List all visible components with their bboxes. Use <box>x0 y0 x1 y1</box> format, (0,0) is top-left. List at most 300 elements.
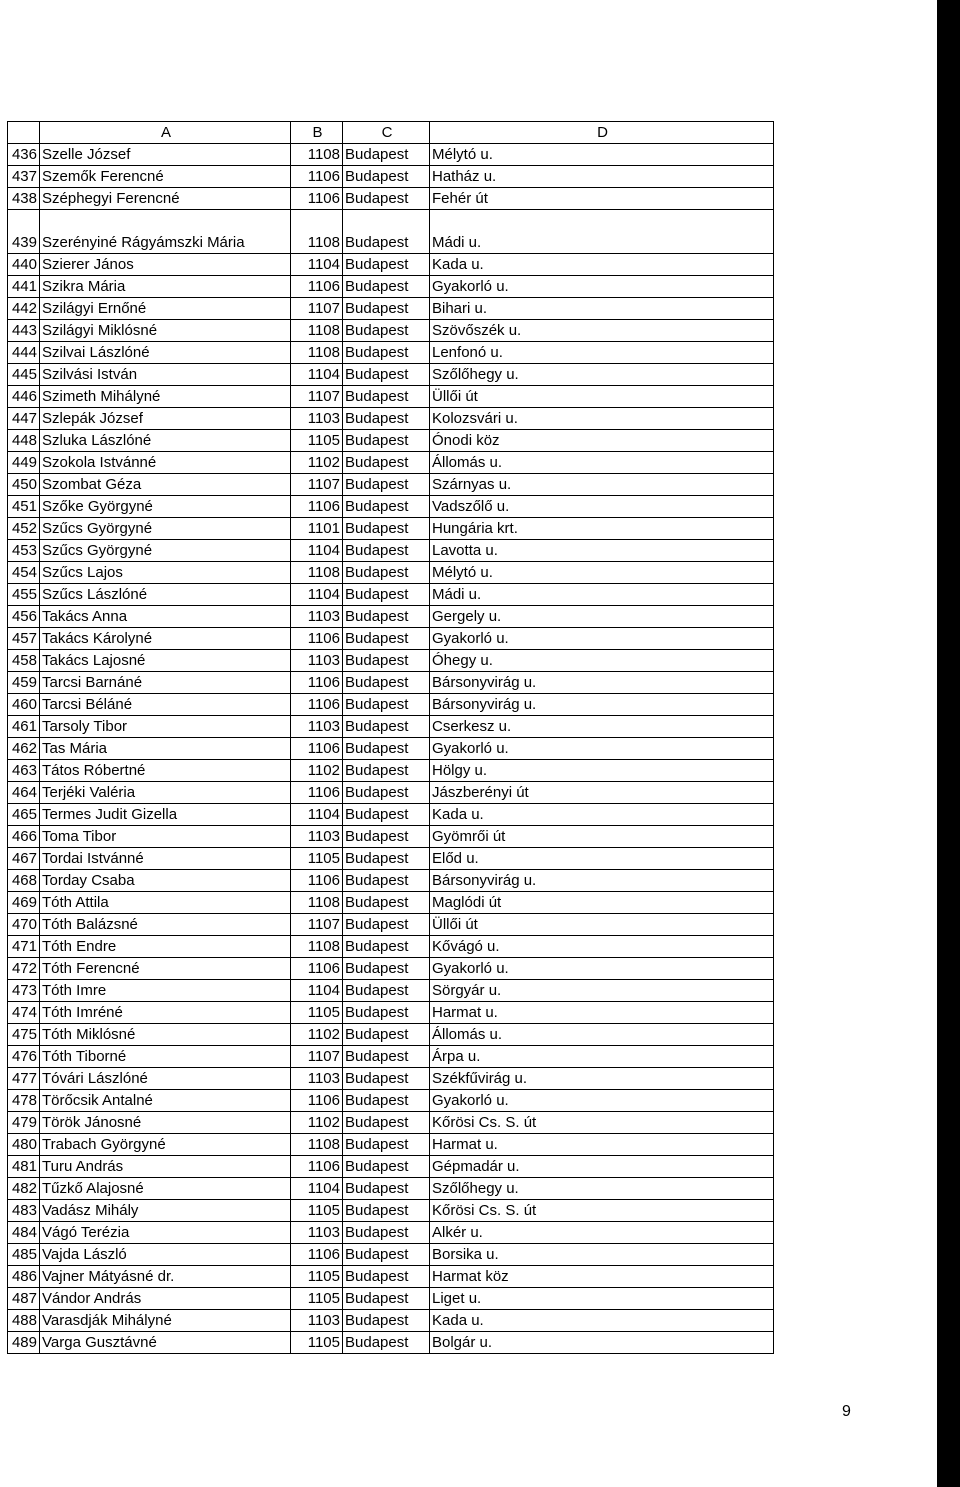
postal-code-cell: 1103 <box>291 1222 343 1244</box>
street-cell: Cserkesz u. <box>430 716 774 738</box>
city-cell: Budapest <box>343 892 430 914</box>
name-cell: Szilágyi Miklósné <box>40 320 291 342</box>
row-number: 455 <box>8 584 40 606</box>
row-number: 475 <box>8 1024 40 1046</box>
name-cell: Varasdják Mihályné <box>40 1310 291 1332</box>
column-header-d: D <box>430 122 774 144</box>
postal-code-cell: 1108 <box>291 1134 343 1156</box>
name-cell: Tóth Balázsné <box>40 914 291 936</box>
city-cell: Budapest <box>343 166 430 188</box>
postal-code-cell: 1107 <box>291 914 343 936</box>
postal-code-cell: 1104 <box>291 364 343 386</box>
name-cell: Terjéki Valéria <box>40 782 291 804</box>
name-cell: Szokola Istvánné <box>40 452 291 474</box>
postal-code-cell: 1104 <box>291 584 343 606</box>
row-number: 460 <box>8 694 40 716</box>
row-number: 464 <box>8 782 40 804</box>
row-number: 441 <box>8 276 40 298</box>
row-number: 474 <box>8 1002 40 1024</box>
table-row <box>8 782 774 804</box>
name-cell: Szelle József <box>40 144 291 166</box>
name-cell: Szőke Györgyné <box>40 496 291 518</box>
row-number: 445 <box>8 364 40 386</box>
city-cell: Budapest <box>343 694 430 716</box>
street-cell: Mélytó u. <box>430 144 774 166</box>
table-row <box>8 1332 774 1354</box>
city-cell: Budapest <box>343 1156 430 1178</box>
street-cell: Jászberényi út <box>430 782 774 804</box>
name-cell: Trabach Györgyné <box>40 1134 291 1156</box>
name-cell: Tűzkő Alajosné <box>40 1178 291 1200</box>
table-row <box>8 980 774 1002</box>
row-number: 476 <box>8 1046 40 1068</box>
postal-code-cell: 1106 <box>291 958 343 980</box>
postal-code-cell: 1103 <box>291 716 343 738</box>
street-cell: Előd u. <box>430 848 774 870</box>
name-cell: Turu András <box>40 1156 291 1178</box>
postal-code-cell: 1101 <box>291 518 343 540</box>
table-row <box>8 1024 774 1046</box>
postal-code-cell: 1106 <box>291 628 343 650</box>
table-row <box>8 694 774 716</box>
row-number: 481 <box>8 1156 40 1178</box>
name-cell: Takács Lajosné <box>40 650 291 672</box>
city-cell: Budapest <box>343 320 430 342</box>
name-cell: Tas Mária <box>40 738 291 760</box>
name-cell: Szimeth Mihályné <box>40 386 291 408</box>
name-cell: Szluka Lászlóné <box>40 430 291 452</box>
city-cell: Budapest <box>343 518 430 540</box>
table-row <box>8 562 774 584</box>
postal-code-cell: 1107 <box>291 474 343 496</box>
column-header-corner <box>8 122 40 144</box>
name-cell: Tarsoly Tibor <box>40 716 291 738</box>
city-cell: Budapest <box>343 276 430 298</box>
table-row <box>8 188 774 210</box>
city-cell: Budapest <box>343 1332 430 1354</box>
table-row <box>8 540 774 562</box>
row-number: 480 <box>8 1134 40 1156</box>
city-cell: Budapest <box>343 672 430 694</box>
street-cell: Szőlőhegy u. <box>430 364 774 386</box>
name-cell: Tóth Imréné <box>40 1002 291 1024</box>
table-body <box>8 144 774 1354</box>
postal-code-cell: 1102 <box>291 452 343 474</box>
street-cell: Szárnyas u. <box>430 474 774 496</box>
table-row <box>8 452 774 474</box>
postal-code-cell: 1106 <box>291 694 343 716</box>
table-row <box>8 738 774 760</box>
street-cell: Kővágó u. <box>430 936 774 958</box>
table-row <box>8 430 774 452</box>
row-number: 446 <box>8 386 40 408</box>
name-cell: Vágó Terézia <box>40 1222 291 1244</box>
column-header-c: C <box>343 122 430 144</box>
street-cell: Gyakorló u. <box>430 738 774 760</box>
row-number: 468 <box>8 870 40 892</box>
city-cell: Budapest <box>343 826 430 848</box>
postal-code-cell: 1108 <box>291 342 343 364</box>
street-cell: Hungária krt. <box>430 518 774 540</box>
row-number: 473 <box>8 980 40 1002</box>
name-cell: Tordai Istvánné <box>40 848 291 870</box>
city-cell: Budapest <box>343 386 430 408</box>
table-row <box>8 1288 774 1310</box>
name-cell: Vajda László <box>40 1244 291 1266</box>
table-row <box>8 386 774 408</box>
street-cell: Bársonyvirág u. <box>430 870 774 892</box>
postal-code-cell: 1105 <box>291 1332 343 1354</box>
city-cell: Budapest <box>343 848 430 870</box>
name-cell: Szűcs Lászlóné <box>40 584 291 606</box>
city-cell: Budapest <box>343 1068 430 1090</box>
table-row <box>8 628 774 650</box>
table-row <box>8 408 774 430</box>
table-row <box>8 870 774 892</box>
name-cell: Szerényiné Rágyámszki Mária <box>40 210 291 254</box>
name-cell: Tóth Miklósné <box>40 1024 291 1046</box>
row-number: 472 <box>8 958 40 980</box>
name-cell: Szűcs Györgyné <box>40 518 291 540</box>
street-cell: Bihari u. <box>430 298 774 320</box>
street-cell: Kada u. <box>430 254 774 276</box>
city-cell: Budapest <box>343 804 430 826</box>
postal-code-cell: 1106 <box>291 188 343 210</box>
city-cell: Budapest <box>343 540 430 562</box>
postal-code-cell: 1102 <box>291 1112 343 1134</box>
table-row <box>8 760 774 782</box>
street-cell: Mádi u. <box>430 584 774 606</box>
name-cell: Vajner Mátyásné dr. <box>40 1266 291 1288</box>
column-header-b: B <box>291 122 343 144</box>
city-cell: Budapest <box>343 408 430 430</box>
table-row <box>8 298 774 320</box>
name-cell: Szűcs Györgyné <box>40 540 291 562</box>
name-cell: Takács Károlyné <box>40 628 291 650</box>
table-row <box>8 1178 774 1200</box>
row-number: 488 <box>8 1310 40 1332</box>
row-number: 477 <box>8 1068 40 1090</box>
row-number: 450 <box>8 474 40 496</box>
street-cell: Lavotta u. <box>430 540 774 562</box>
row-number: 448 <box>8 430 40 452</box>
street-cell: Állomás u. <box>430 452 774 474</box>
postal-code-cell: 1105 <box>291 848 343 870</box>
row-number: 483 <box>8 1200 40 1222</box>
city-cell: Budapest <box>343 1134 430 1156</box>
postal-code-cell: 1105 <box>291 1266 343 1288</box>
street-cell: Kőrösi Cs. S. út <box>430 1112 774 1134</box>
row-number: 465 <box>8 804 40 826</box>
city-cell: Budapest <box>343 144 430 166</box>
table-row <box>8 1222 774 1244</box>
table-row <box>8 936 774 958</box>
row-number: 449 <box>8 452 40 474</box>
table-row <box>8 1134 774 1156</box>
table-row <box>8 672 774 694</box>
postal-code-cell: 1106 <box>291 782 343 804</box>
row-number: 463 <box>8 760 40 782</box>
name-cell: Szikra Mária <box>40 276 291 298</box>
postal-code-cell: 1108 <box>291 892 343 914</box>
postal-code-cell: 1106 <box>291 1244 343 1266</box>
name-cell: Vadász Mihály <box>40 1200 291 1222</box>
street-cell: Mádi u. <box>430 210 774 254</box>
postal-code-cell: 1104 <box>291 254 343 276</box>
street-cell: Borsika u. <box>430 1244 774 1266</box>
postal-code-cell: 1104 <box>291 804 343 826</box>
postal-code-cell: 1105 <box>291 1288 343 1310</box>
column-header-a: A <box>40 122 291 144</box>
street-cell: Maglódi út <box>430 892 774 914</box>
street-cell: Bársonyvirág u. <box>430 694 774 716</box>
postal-code-cell: 1103 <box>291 408 343 430</box>
table-row <box>8 848 774 870</box>
street-cell: Lenfonó u. <box>430 342 774 364</box>
street-cell: Harmat u. <box>430 1134 774 1156</box>
street-cell: Gyakorló u. <box>430 1090 774 1112</box>
street-cell: Gyömrői út <box>430 826 774 848</box>
postal-code-cell: 1106 <box>291 1090 343 1112</box>
table-row <box>8 342 774 364</box>
name-cell: Tarcsi Barnáné <box>40 672 291 694</box>
page-number: 9 <box>842 1403 851 1420</box>
row-number: 438 <box>8 188 40 210</box>
name-cell: Szemők Ferencné <box>40 166 291 188</box>
street-cell: Szövőszék u. <box>430 320 774 342</box>
city-cell: Budapest <box>343 584 430 606</box>
row-number: 459 <box>8 672 40 694</box>
street-cell: Gyakorló u. <box>430 276 774 298</box>
postal-code-cell: 1108 <box>291 320 343 342</box>
city-cell: Budapest <box>343 760 430 782</box>
city-cell: Budapest <box>343 1310 430 1332</box>
table-row <box>8 1310 774 1332</box>
postal-code-cell: 1104 <box>291 540 343 562</box>
city-cell: Budapest <box>343 628 430 650</box>
postal-code-cell: 1106 <box>291 166 343 188</box>
street-cell: Bársonyvirág u. <box>430 672 774 694</box>
name-cell: Szűcs Lajos <box>40 562 291 584</box>
postal-code-cell: 1105 <box>291 1200 343 1222</box>
table-row <box>8 144 774 166</box>
name-cell: Tóth Endre <box>40 936 291 958</box>
street-cell: Ónodi köz <box>430 430 774 452</box>
postal-code-cell: 1106 <box>291 870 343 892</box>
name-cell: Szierer János <box>40 254 291 276</box>
table-row <box>8 1200 774 1222</box>
row-number: 439 <box>8 210 40 254</box>
postal-code-cell: 1107 <box>291 298 343 320</box>
table-row <box>8 518 774 540</box>
city-cell: Budapest <box>343 650 430 672</box>
row-number: 478 <box>8 1090 40 1112</box>
postal-code-cell: 1107 <box>291 1046 343 1068</box>
row-number: 485 <box>8 1244 40 1266</box>
name-cell: Széphegyi Ferencné <box>40 188 291 210</box>
city-cell: Budapest <box>343 474 430 496</box>
table-row <box>8 320 774 342</box>
city-cell: Budapest <box>343 1178 430 1200</box>
postal-code-cell: 1106 <box>291 1156 343 1178</box>
table-row <box>8 1068 774 1090</box>
table-row <box>8 914 774 936</box>
row-number: 442 <box>8 298 40 320</box>
name-cell: Szombat Géza <box>40 474 291 496</box>
city-cell: Budapest <box>343 1222 430 1244</box>
street-cell: Kolozsvári u. <box>430 408 774 430</box>
street-cell: Gyakorló u. <box>430 958 774 980</box>
name-cell: Tóth Tiborné <box>40 1046 291 1068</box>
row-number: 484 <box>8 1222 40 1244</box>
table-row <box>8 1002 774 1024</box>
street-cell: Bolgár u. <box>430 1332 774 1354</box>
table-row <box>8 584 774 606</box>
city-cell: Budapest <box>343 716 430 738</box>
name-cell: Varga Gusztávné <box>40 1332 291 1354</box>
city-cell: Budapest <box>343 452 430 474</box>
city-cell: Budapest <box>343 1244 430 1266</box>
table-row <box>8 826 774 848</box>
name-cell: Toma Tibor <box>40 826 291 848</box>
street-cell: Óhegy u. <box>430 650 774 672</box>
postal-code-cell: 1107 <box>291 386 343 408</box>
row-number: 486 <box>8 1266 40 1288</box>
row-number: 482 <box>8 1178 40 1200</box>
street-cell: Kőrösi Cs. S. út <box>430 1200 774 1222</box>
table-row <box>8 650 774 672</box>
postal-code-cell: 1106 <box>291 496 343 518</box>
city-cell: Budapest <box>343 496 430 518</box>
city-cell: Budapest <box>343 936 430 958</box>
row-number: 436 <box>8 144 40 166</box>
row-number: 451 <box>8 496 40 518</box>
name-cell: Tóth Attila <box>40 892 291 914</box>
name-cell: Tóth Imre <box>40 980 291 1002</box>
scan-edge-bar <box>937 0 960 1487</box>
table-row <box>8 1156 774 1178</box>
column-header-row <box>8 122 774 144</box>
city-cell: Budapest <box>343 1266 430 1288</box>
row-number: 471 <box>8 936 40 958</box>
table-row <box>8 1112 774 1134</box>
city-cell: Budapest <box>343 980 430 1002</box>
postal-code-cell: 1106 <box>291 738 343 760</box>
name-cell: Török Jánosné <box>40 1112 291 1134</box>
table-row <box>8 254 774 276</box>
street-cell: Gergely u. <box>430 606 774 628</box>
table-row <box>8 892 774 914</box>
city-cell: Budapest <box>343 1090 430 1112</box>
row-number: 489 <box>8 1332 40 1354</box>
postal-code-cell: 1103 <box>291 1068 343 1090</box>
city-cell: Budapest <box>343 606 430 628</box>
name-cell: Takács Anna <box>40 606 291 628</box>
city-cell: Budapest <box>343 1002 430 1024</box>
street-cell: Szőlőhegy u. <box>430 1178 774 1200</box>
row-number: 470 <box>8 914 40 936</box>
postal-code-cell: 1103 <box>291 650 343 672</box>
name-cell: Szilágyi Ernőné <box>40 298 291 320</box>
row-number: 444 <box>8 342 40 364</box>
city-cell: Budapest <box>343 562 430 584</box>
street-cell: Harmat u. <box>430 1002 774 1024</box>
row-number: 467 <box>8 848 40 870</box>
table-row <box>8 210 774 254</box>
name-cell: Tarcsi Béláné <box>40 694 291 716</box>
table-row <box>8 958 774 980</box>
street-cell: Kada u. <box>430 804 774 826</box>
name-cell: Szlepák József <box>40 408 291 430</box>
city-cell: Budapest <box>343 254 430 276</box>
city-cell: Budapest <box>343 870 430 892</box>
postal-code-cell: 1103 <box>291 606 343 628</box>
street-cell: Kada u. <box>430 1310 774 1332</box>
table-row <box>8 1090 774 1112</box>
street-cell: Harmat köz <box>430 1266 774 1288</box>
row-number: 453 <box>8 540 40 562</box>
table-row <box>8 276 774 298</box>
name-cell: Szilvai Lászlóné <box>40 342 291 364</box>
row-number: 443 <box>8 320 40 342</box>
table-row <box>8 166 774 188</box>
postal-code-cell: 1103 <box>291 1310 343 1332</box>
name-cell: Tóvári Lászlóné <box>40 1068 291 1090</box>
table-row <box>8 1266 774 1288</box>
street-cell: Székfűvirág u. <box>430 1068 774 1090</box>
city-cell: Budapest <box>343 738 430 760</box>
postal-code-cell: 1108 <box>291 144 343 166</box>
row-number: 447 <box>8 408 40 430</box>
postal-code-cell: 1102 <box>291 1024 343 1046</box>
city-cell: Budapest <box>343 430 430 452</box>
row-number: 469 <box>8 892 40 914</box>
street-cell: Árpa u. <box>430 1046 774 1068</box>
city-cell: Budapest <box>343 298 430 320</box>
city-cell: Budapest <box>343 782 430 804</box>
city-cell: Budapest <box>343 1200 430 1222</box>
city-cell: Budapest <box>343 1024 430 1046</box>
postal-code-cell: 1104 <box>291 980 343 1002</box>
name-cell: Törőcsik Antalné <box>40 1090 291 1112</box>
row-number: 479 <box>8 1112 40 1134</box>
name-cell: Torday Csaba <box>40 870 291 892</box>
table-row <box>8 1244 774 1266</box>
row-number: 452 <box>8 518 40 540</box>
table-row <box>8 716 774 738</box>
spreadsheet-table <box>7 121 774 1354</box>
postal-code-cell: 1105 <box>291 1002 343 1024</box>
street-cell: Liget u. <box>430 1288 774 1310</box>
city-cell: Budapest <box>343 1288 430 1310</box>
table-row <box>8 364 774 386</box>
table-row <box>8 1046 774 1068</box>
street-cell: Üllői út <box>430 914 774 936</box>
name-cell: Vándor András <box>40 1288 291 1310</box>
street-cell: Sörgyár u. <box>430 980 774 1002</box>
row-number: 487 <box>8 1288 40 1310</box>
city-cell: Budapest <box>343 342 430 364</box>
row-number: 440 <box>8 254 40 276</box>
postal-code-cell: 1108 <box>291 562 343 584</box>
city-cell: Budapest <box>343 364 430 386</box>
street-cell: Alkér u. <box>430 1222 774 1244</box>
row-number: 458 <box>8 650 40 672</box>
city-cell: Budapest <box>343 958 430 980</box>
city-cell: Budapest <box>343 210 430 254</box>
street-cell: Hatház u. <box>430 166 774 188</box>
city-cell: Budapest <box>343 1112 430 1134</box>
